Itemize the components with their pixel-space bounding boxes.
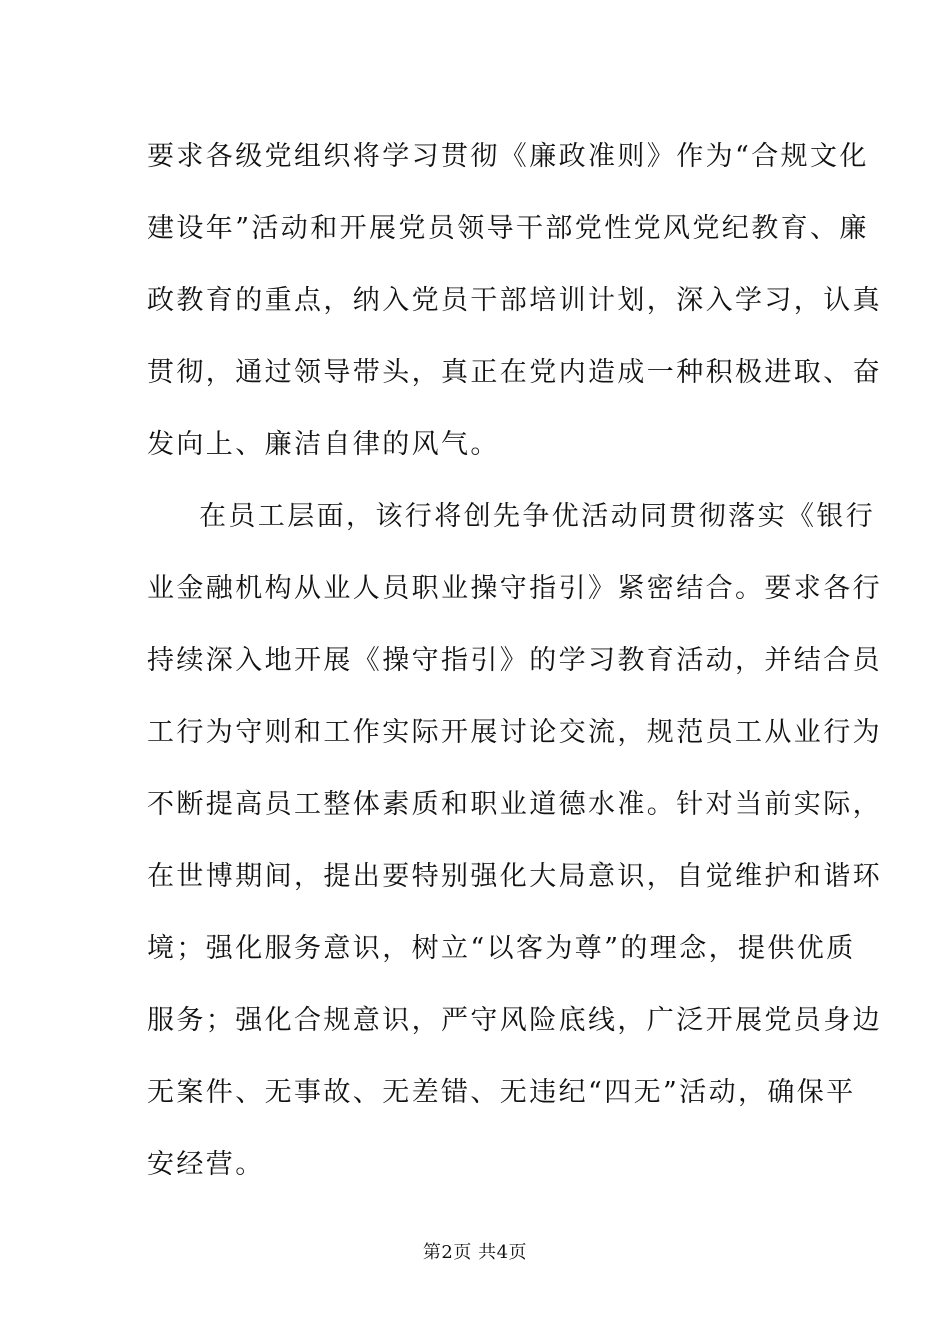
text-line: 贯彻，通过领导带头，真正在党内造成一种积极进取、奋 bbox=[147, 357, 882, 388]
text-line: 政教育的重点，纳入党员干部培训计划，深入学习，认真 bbox=[147, 285, 882, 316]
paragraph-first-line: 在员工层面，该行将创先争优活动同贯彻落实《银行 bbox=[199, 501, 876, 532]
text-line: 服务；强化合规意识，严守风险底线，广泛开展党员身边 bbox=[147, 1005, 882, 1036]
text-line: 境；强化服务意识，树立“以客为尊”的理念，提供优质 bbox=[147, 933, 856, 964]
text-line: 在世博期间，提出要特别强化大局意识，自觉维护和谐环 bbox=[147, 861, 882, 892]
text-line: 安经营。 bbox=[147, 1149, 265, 1180]
page-number-footer: 第2页 共4页 bbox=[422, 1242, 528, 1263]
text-line: 无案件、无事故、无差错、无违纪“四无”活动，确保平 bbox=[147, 1077, 856, 1108]
text-line: 建设年”活动和开展党员领导干部党性党风党纪教育、廉 bbox=[147, 213, 869, 244]
text-line: 业金融机构从业人员职业操守指引》紧密结合。要求各行 bbox=[147, 573, 882, 604]
text-line: 要求各级党组织将学习贯彻《廉政准则》作为“合规文化 bbox=[147, 141, 869, 172]
text-line: 不断提高员工整体素质和职业道德水准。针对当前实际， bbox=[147, 789, 882, 820]
text-line: 工行为守则和工作实际开展讨论交流，规范员工从业行为 bbox=[147, 717, 882, 748]
text-line: 持续深入地开展《操守指引》的学习教育活动，并结合员 bbox=[147, 645, 882, 676]
text-line: 发向上、廉洁自律的风气。 bbox=[147, 429, 500, 460]
